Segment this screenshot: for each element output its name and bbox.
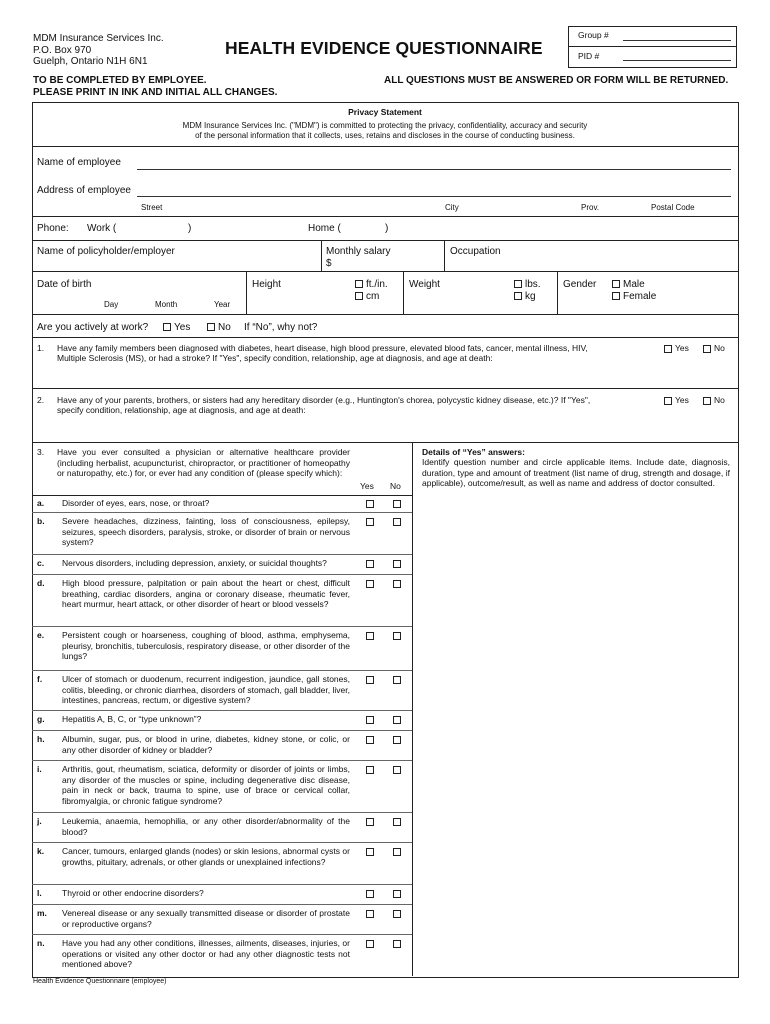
- group-number-field[interactable]: [623, 40, 731, 41]
- footer-label: Health Evidence Questionnaire (employee): [33, 978, 167, 985]
- q3-item-yes-checkbox[interactable]: [366, 910, 374, 918]
- q3-no-header: No: [390, 481, 401, 491]
- q3-item-text: Persistent cough or hoarseness, coughing of blood, asthma, emphysema, pleurisy, bronchitis, tuberculosis, respiratory disease, or other disorder of the lungs?: [62, 630, 350, 661]
- q3-item-no-checkbox[interactable]: [393, 848, 401, 856]
- phone-label: Phone:: [37, 223, 69, 234]
- q3-item-yes-checkbox[interactable]: [366, 580, 374, 588]
- q3-item-letter: h.: [37, 734, 45, 744]
- checkbox-icon[interactable]: [163, 323, 171, 331]
- ftin-text: ft./in.: [366, 279, 388, 290]
- q3-item-letter: l.: [37, 888, 42, 898]
- no-text: No: [218, 322, 231, 333]
- checkbox-icon[interactable]: [664, 397, 672, 405]
- employee-name-label: Name of employee: [37, 157, 121, 168]
- no-text: No: [714, 395, 725, 405]
- q1-number: 1.: [37, 343, 45, 353]
- height-label: Height: [252, 279, 281, 290]
- lbs-text: lbs.: [525, 279, 541, 290]
- weight-lbs-option[interactable]: [514, 279, 541, 291]
- checkbox-icon[interactable]: [703, 397, 711, 405]
- q2-line-2: specify condition, relationship, age at diagnosis, and age at death:: [57, 405, 306, 415]
- q3-item-no-checkbox[interactable]: [393, 632, 401, 640]
- details-instructions: Identify question number and circle applicable items. Include date, diagnosis, duration, type and amount of treatment (list name of drug, strength and dosage, if applicable), outcome/result, as well as name and address of doctor consulted.: [422, 457, 730, 488]
- checkbox-icon[interactable]: [612, 280, 620, 288]
- q3-intro: Have you ever consulted a physician or alternative healthcare provider (including herbalist, acupuncturist, chiropractor, or practitioner of homeopathy or naturopathy, etc.) for, or ever had any condition of (please specify which):: [57, 447, 350, 478]
- q3-item-divider: [32, 574, 412, 575]
- checkbox-icon[interactable]: [207, 323, 215, 331]
- city-label: City: [445, 203, 459, 212]
- privacy-line-2: of the personal information that it collects, uses, retains and discloses in the course of conducting business.: [195, 131, 575, 140]
- weight-label: Weight: [409, 279, 440, 290]
- q3-item-no-checkbox[interactable]: [393, 818, 401, 826]
- checkbox-icon[interactable]: [355, 292, 363, 300]
- yes-text: Yes: [675, 395, 689, 405]
- page-title: HEALTH EVIDENCE QUESTIONNAIRE: [225, 38, 543, 58]
- q3-item-no-checkbox[interactable]: [393, 580, 401, 588]
- instruction-ink: PLEASE PRINT IN INK AND INITIAL ALL CHANGES.: [33, 87, 278, 98]
- q3-item-yes-checkbox[interactable]: [366, 818, 374, 826]
- q2-yes-option[interactable]: [664, 395, 689, 406]
- checkbox-icon[interactable]: [664, 345, 672, 353]
- company-address: [33, 33, 164, 68]
- q1-line-1: Have any family members been diagnosed with diabetes, heart disease, high blood pressure, elevated blood fats, cancer, mental illness, HIV,: [57, 343, 588, 353]
- date-of-birth-label: Date of birth: [37, 279, 92, 290]
- q3-item-text: Disorder of eyes, ears, nose, or throat?: [62, 498, 210, 508]
- occupation-label: Occupation: [450, 246, 501, 257]
- company-po-box: P.O. Box 970: [33, 44, 92, 56]
- q3-item-divider: [32, 884, 412, 885]
- privacy-title: Privacy Statement: [348, 107, 422, 117]
- q3-item-text: Have you had any other conditions, illnesses, ailments, diseases, injuries, or operations or visited any other doctor or had any other diagnostic tests not mentioned above?: [62, 938, 350, 969]
- checkbox-icon[interactable]: [703, 345, 711, 353]
- q3-item-letter: f.: [37, 674, 43, 684]
- kg-text: kg: [525, 291, 536, 302]
- height-ftin-option[interactable]: [355, 279, 388, 291]
- q3-item-letter: c.: [37, 558, 45, 568]
- why-not-label: If “No”, why not?: [244, 322, 318, 333]
- pid-label: PID #: [578, 51, 600, 61]
- weight-kg-option[interactable]: [514, 291, 536, 303]
- q3-yes-header: Yes: [360, 481, 374, 491]
- q3-item-divider: [32, 512, 412, 513]
- q3-item-divider: [32, 812, 412, 813]
- q3-item-no-checkbox[interactable]: [393, 500, 401, 508]
- height-cm-option[interactable]: [355, 291, 379, 303]
- q3-item-no-checkbox[interactable]: [393, 716, 401, 724]
- dob-day-label: Day: [104, 300, 119, 309]
- q3-item-letter: a.: [37, 498, 45, 508]
- dob-month-label: Month: [155, 300, 178, 309]
- q3-item-yes-checkbox[interactable]: [366, 766, 374, 774]
- q2-number: 2.: [37, 395, 45, 405]
- q3-item-divider: [32, 842, 412, 843]
- q3-item-letter: j.: [37, 816, 42, 826]
- q3-item-yes-checkbox[interactable]: [366, 716, 374, 724]
- q3-item-letter: b.: [37, 516, 45, 526]
- checkbox-icon[interactable]: [514, 280, 522, 288]
- q3-item-text: Venereal disease or any sexually transmitted disease or disorder of prostate or reproductive organs?: [62, 908, 350, 929]
- q3-item-no-checkbox[interactable]: [393, 910, 401, 918]
- street-label: Street: [141, 203, 163, 212]
- female-text: Female: [623, 291, 657, 302]
- monthly-salary-label: Monthly salary: [326, 246, 391, 257]
- pid-number-field[interactable]: [623, 60, 731, 61]
- q3-item-text: Cancer, tumours, enlarged glands (nodes) or skin lesions, abnormal cysts or growths, pituitary, adrenals, or other glands or unexplained infections?: [62, 846, 350, 867]
- q2-no-option[interactable]: [703, 395, 725, 406]
- instruction-all-questions: ALL QUESTIONS MUST BE ANSWERED OR FORM WILL BE RETURNED.: [384, 75, 729, 86]
- q3-number: 3.: [37, 447, 45, 457]
- company-name: MDM Insurance Services Inc.: [33, 33, 164, 44]
- q3-item-letter: m.: [37, 908, 47, 918]
- q3-item-yes-checkbox[interactable]: [366, 890, 374, 898]
- q3-item-letter: g.: [37, 714, 45, 724]
- q3-item-yes-checkbox[interactable]: [366, 676, 374, 684]
- q3-item-text: Nervous disorders, including depression, anxiety, or suicidal thoughts?: [62, 558, 327, 568]
- employee-address-label: Address of employee: [37, 185, 131, 196]
- policyholder-label: Name of policyholder/employer: [37, 246, 175, 257]
- q3-item-divider: [32, 934, 412, 935]
- q3-item-divider: [32, 554, 412, 555]
- at-work-yes-option[interactable]: [163, 322, 190, 334]
- dob-year-label: Year: [214, 300, 231, 309]
- q3-item-text: High blood pressure, palpitation or pain about the heart or chest, difficult breathing, cardiac disorders, angina or coronary disease, rheumatic fever, heart murmur, heart attack, or other disorder of heart or blood vessels?: [62, 578, 350, 609]
- q3-item-text: Thyroid or other endocrine disorders?: [62, 888, 204, 898]
- q3-item-yes-checkbox[interactable]: [366, 940, 374, 948]
- q3-item-text: Leukemia, anaemia, hemophilia, or any other disorder/abnormality of the blood?: [62, 816, 350, 837]
- q3-item-no-checkbox[interactable]: [393, 518, 401, 526]
- privacy-line-1: MDM Insurance Services Inc. ("MDM") is committed to protecting the privacy, confidentiality, accuracy and security: [182, 121, 588, 130]
- postal-code-label: Postal Code: [651, 203, 695, 212]
- gender-label: Gender: [563, 279, 597, 290]
- province-label: Prov.: [581, 203, 600, 212]
- checkbox-icon[interactable]: [355, 280, 363, 288]
- q3-item-divider: [32, 730, 412, 731]
- employee-address-field[interactable]: [137, 196, 731, 197]
- q1-yes-option[interactable]: [664, 343, 689, 354]
- dollar-sign: $: [326, 258, 332, 269]
- home-phone-label: Home (: [308, 223, 341, 234]
- gender-male-option[interactable]: [612, 279, 645, 291]
- male-text: Male: [623, 279, 645, 290]
- instruction-employee: TO BE COMPLETED BY EMPLOYEE.: [33, 75, 207, 86]
- details-title: Details of “Yes” answers:: [422, 447, 525, 457]
- q3-item-no-checkbox[interactable]: [393, 890, 401, 898]
- q3-item-divider: [32, 760, 412, 761]
- q3-item-text: Albumin, sugar, pus, or blood in urine, diabetes, kidney stone, or colic, or any other disorder of kidney or bladder?: [62, 734, 350, 755]
- q3-item-divider: [32, 904, 412, 905]
- q3-item-yes-checkbox[interactable]: [366, 560, 374, 568]
- q3-item-divider: [32, 670, 412, 671]
- actively-at-work-label: Are you actively at work?: [37, 322, 149, 333]
- q3-item-text: Hepatitis A, B, C, or “type unknown”?: [62, 714, 202, 724]
- q3-item-divider: [32, 626, 412, 627]
- q3-item-text: Arthritis, gout, rheumatism, sciatica, deformity or disorder of joints or limbs, any disorder of the muscles or spine, including degenerative disc disease, pain in neck or back, trauma to spine, use of brace or cervical collar, fibromyalgia, or chronic fatigue syndrome?: [62, 764, 350, 806]
- work-phone-close: ): [188, 223, 192, 234]
- q1-no-option[interactable]: [703, 343, 725, 354]
- q3-item-letter: i.: [37, 764, 42, 774]
- q3-item-letter: e.: [37, 630, 45, 640]
- gender-female-option[interactable]: [612, 291, 656, 303]
- checkbox-icon[interactable]: [514, 292, 522, 300]
- q3-item-no-checkbox[interactable]: [393, 676, 401, 684]
- q3-item-divider: [32, 710, 412, 711]
- q3-item-no-checkbox[interactable]: [393, 766, 401, 774]
- at-work-no-option[interactable]: [207, 322, 231, 334]
- q3-item-yes-checkbox[interactable]: [366, 518, 374, 526]
- q3-item-letter: k.: [37, 846, 45, 856]
- q3-item-no-checkbox[interactable]: [393, 736, 401, 744]
- q1-line-2: Multiple Sclerosis (MS), or had a stroke? If "Yes", specify condition, relationship, age at diagnosis, and age at death:: [57, 353, 493, 363]
- home-phone-close: ): [385, 223, 389, 234]
- group-label: Group #: [578, 30, 609, 40]
- q3-item-no-checkbox[interactable]: [393, 560, 401, 568]
- yes-text: Yes: [675, 343, 689, 353]
- checkbox-icon[interactable]: [612, 292, 620, 300]
- q3-item-letter: n.: [37, 938, 45, 948]
- company-city: Guelph, Ontario N1H 6N1: [33, 56, 148, 67]
- q3-item-text: Severe headaches, dizziness, fainting, loss of consciousness, epilepsy, seizures, speech disorders, paralysis, stroke, or disorder of brain or nervous system?: [62, 516, 350, 547]
- q3-item-yes-checkbox[interactable]: [366, 632, 374, 640]
- q3-item-no-checkbox[interactable]: [393, 940, 401, 948]
- q3-item-yes-checkbox[interactable]: [366, 848, 374, 856]
- q2-line-1: Have any of your parents, brothers, or sisters had any hereditary disorder (e.g., Huntington's chorea, polycystic kidney disease, etc.)? If "Yes",: [57, 395, 591, 405]
- employee-name-field[interactable]: [137, 169, 731, 170]
- no-text: No: [714, 343, 725, 353]
- cm-text: cm: [366, 291, 380, 302]
- q3-item-text: Ulcer of stomach or duodenum, recurrent indigestion, jaundice, gall stones, colitis, bleeding, or chronic diarrhea, disorders of stomach, gall bladder, liver, intestines, pancreas, rectum, or digestive system?: [62, 674, 350, 705]
- q3-item-yes-checkbox[interactable]: [366, 500, 374, 508]
- q3-item-letter: d.: [37, 578, 45, 588]
- yes-text: Yes: [174, 322, 191, 333]
- q3-item-yes-checkbox[interactable]: [366, 736, 374, 744]
- work-phone-label: Work (: [87, 223, 117, 234]
